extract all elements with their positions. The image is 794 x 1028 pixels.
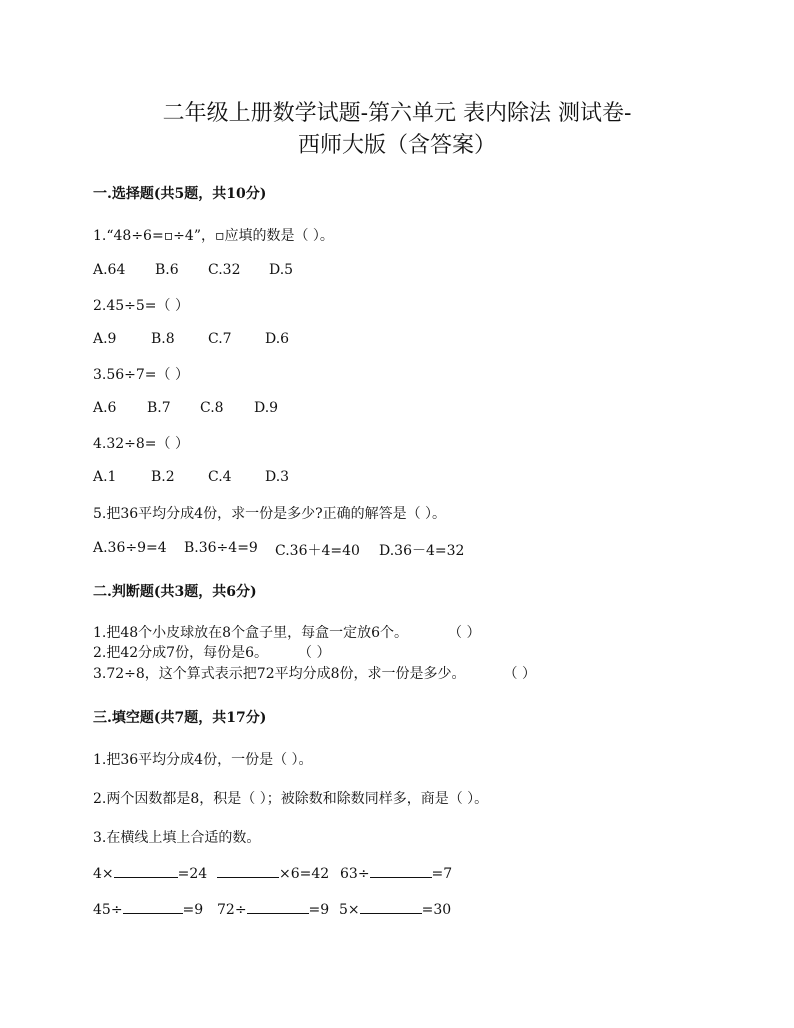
question-text: 2.45÷5=（ ） [93,298,189,314]
fill-suffix: =7 [431,866,453,882]
fill-prefix: 5× [339,902,360,918]
option: D.6 [265,331,290,347]
page-title-line1: 二年级上册数学试题-第六单元 表内除法 测试卷- [162,101,632,126]
fill-cell [340,863,452,882]
blank-line[interactable] [360,899,422,914]
option: D.9 [254,400,279,416]
question-text: 1.把36平均分成4份，一份是（ ）。 [93,752,313,768]
option: B.6 [155,262,179,278]
answer-paren: （ ） [503,666,536,682]
option: B.8 [151,331,175,347]
fill-prefix: 72÷ [217,902,247,918]
option: B.2 [151,469,175,485]
section-heading-fill: 三.填空题(共7题，共17分) [93,710,267,726]
option: D.36－4=32 [379,543,465,559]
fill-cell [217,899,329,918]
question-text: 3.在横线上填上合适的数。 [93,830,261,846]
question-text: 2.两个因数都是8，积是（ ）；被除数和除数同样多，商是（ ）。 [93,791,489,807]
fill-suffix: =30 [421,902,452,918]
judge-item-text: 2.把42分成7份，每份是6。 [93,645,268,661]
option: B.36÷4=9 [184,540,258,556]
judge-item [93,663,536,683]
fill-suffix: ×6=42 [279,866,330,882]
option: C.7 [208,331,232,347]
answer-paren: （ ） [298,645,331,661]
fill-prefix: 45÷ [93,902,123,918]
option: C.8 [200,400,224,416]
section-heading-judge: 二.判断题(共3题，共6分) [93,584,257,600]
page-title-line2: 西师大版（含答案） [297,133,496,158]
fill-suffix: =9 [308,902,330,918]
fill-suffix: =9 [182,902,204,918]
option: A.6 [93,400,117,416]
fill-cell [217,863,329,882]
question-text: 1.“48÷6=▫÷4”，▫应填的数是（ ）。 [93,228,334,244]
option: C.36＋4=40 [275,543,360,559]
option: B.7 [147,400,171,416]
fill-cell [93,899,203,918]
question-text: 4.32÷8=（ ） [93,436,189,452]
answer-paren: （ ） [448,625,481,641]
judge-item [93,622,480,642]
judge-item-text: 1.把48个小皮球放在8个盒子里，每盒一定放6个。 [93,625,408,641]
blank-line[interactable] [247,899,309,914]
fill-prefix: 63÷ [340,866,370,882]
judge-item [93,642,330,662]
option: A.1 [93,469,117,485]
fill-cell [93,863,207,882]
question-text: 5.把36平均分成4份，求一份是多少?正确的解答是（ ）。 [93,506,447,522]
option: D.5 [269,262,294,278]
option: A.64 [93,262,126,278]
fill-prefix: 4× [93,866,114,882]
option: C.32 [208,262,241,278]
option: D.3 [265,469,290,485]
fill-cell [339,899,451,918]
option: A.9 [93,331,117,347]
blank-line[interactable] [370,863,432,878]
option: C.4 [208,469,232,485]
blank-line[interactable] [123,899,183,914]
option: A.36÷9=4 [93,540,167,556]
blank-line[interactable] [114,863,178,878]
section-heading-choice: 一.选择题(共5题，共10分) [93,186,267,202]
fill-suffix: =24 [177,866,208,882]
question-text: 3.56÷7=（ ） [93,367,189,383]
judge-item-text: 3.72÷8，这个算式表示把72平均分成8份，求一份是多少。 [93,666,466,682]
blank-line[interactable] [217,863,279,878]
